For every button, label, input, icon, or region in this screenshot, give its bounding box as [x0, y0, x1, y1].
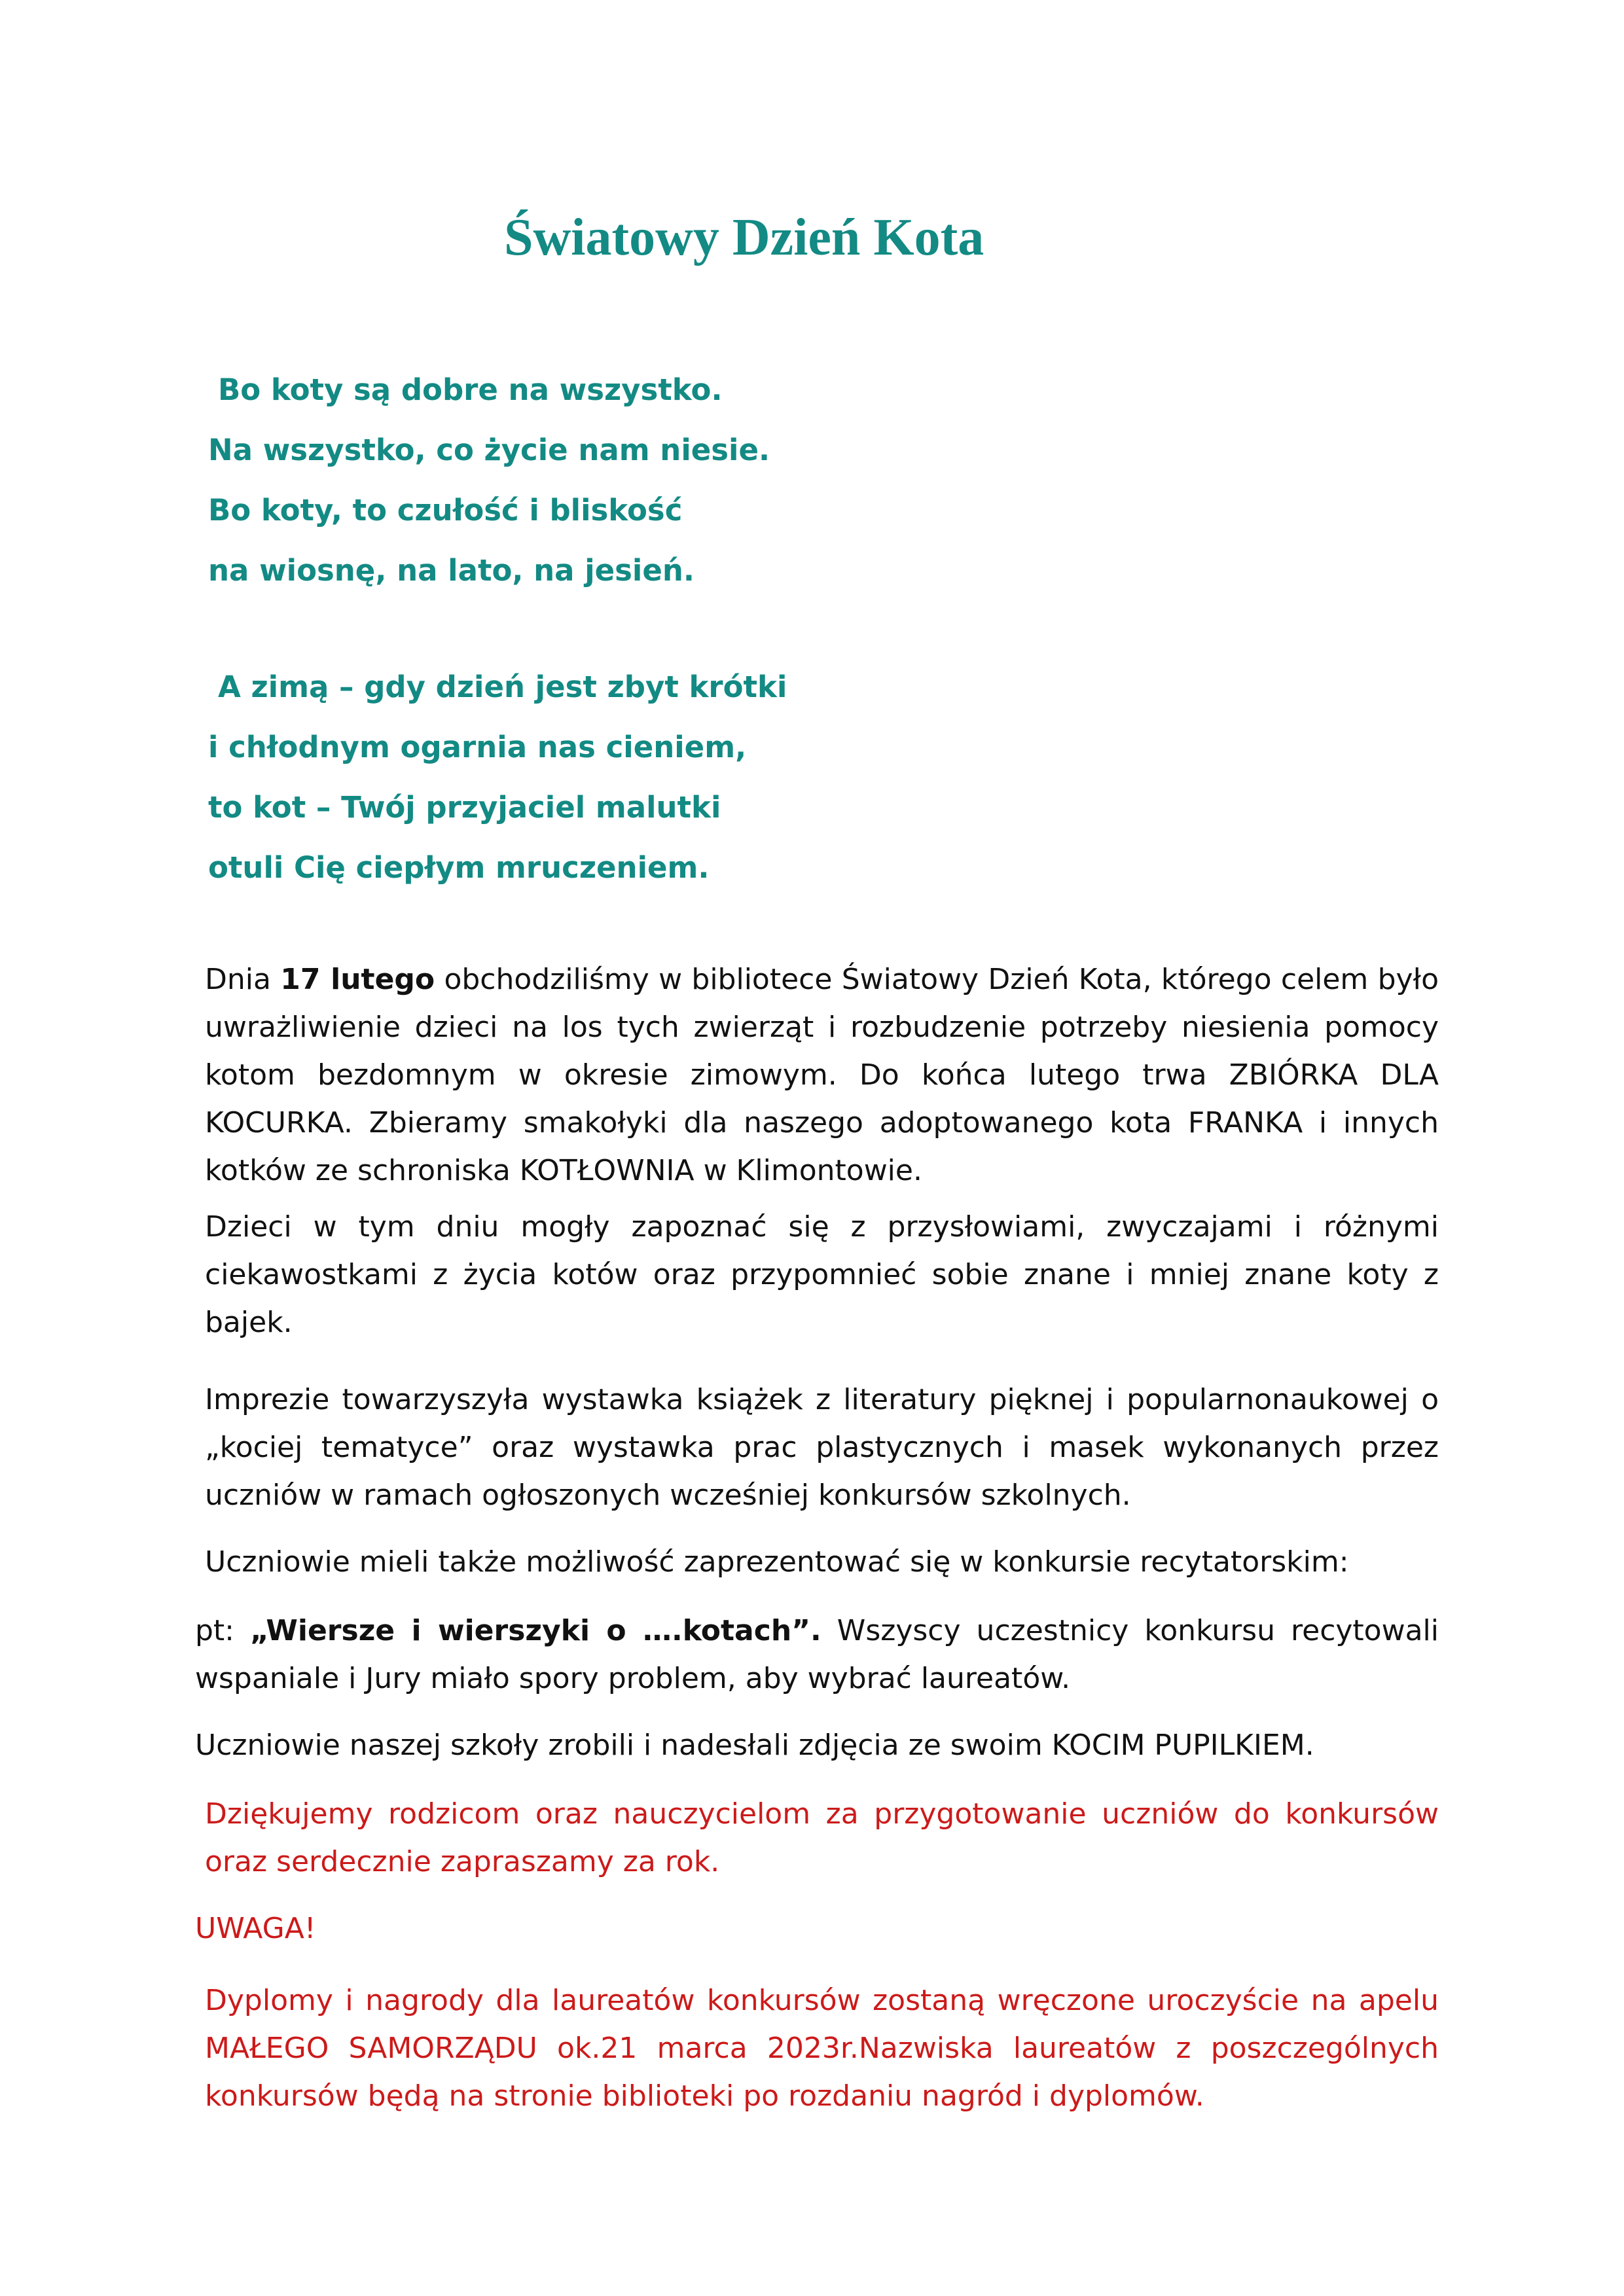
paragraph-text: pt: [195, 1614, 251, 1647]
poem-line: i chłodnym ogarnia nas cieniem, [208, 730, 747, 764]
paragraph-activities [195, 1203, 1439, 1346]
paragraph-thanks [195, 1790, 1439, 1886]
poem-line: Bo koty, to czułość i bliskość [208, 493, 683, 528]
poem-stanza-2 [208, 657, 1190, 898]
poem-line: to kot – Twój przyjaciel malutki [208, 790, 721, 825]
paragraph-text: Dzieci w tym dniu mogły zapoznać się z przysłowiami, zwyczajami i różnymi ciekawostkami z życia kotów oraz przypomnieć sobie znane i mniej znane koty z bajek. [205, 1210, 1439, 1339]
paragraph-contest [195, 1607, 1439, 1702]
paragraph-text: obchodziliśmy w bibliotece Światowy Dzień Kota, którego celem było uwrażliwienie dzieci na los tych zwierząt i rozbudzenie potrzeby niesienia pomocy kotom bezdomnym w okresie zimowym. Do końca lutego trwa ZBIÓRKA DLA KOCURKA. Zbieramy smakołyki dla naszego adoptowanego kota FRANKA i innych kotków ze schroniska KOTŁOWNIA w Klimontowie. [205, 963, 1439, 1187]
notice-label [195, 1905, 1439, 1952]
poem-line: A zimą – gdy dzień jest zbyt krótki [218, 670, 787, 704]
poem-stanza-1 [208, 360, 1190, 601]
paragraph-recitation [195, 1538, 1439, 1586]
paragraph-text: Uczniowie mieli także możliwość zaprezentować się w konkursie recytatorskim: [205, 1545, 1349, 1579]
page-title: Światowy Dzień Kota [504, 209, 984, 266]
paragraph-event-intro [195, 956, 1439, 1194]
paragraph-text: Dnia [205, 963, 281, 996]
paragraph-photos [195, 1721, 1439, 1769]
poem-line: Bo koty są dobre na wszystko. [218, 372, 723, 407]
paragraph-exhibition [195, 1376, 1439, 1519]
poem-line: Na wszystko, co życie nam niesie. [208, 433, 770, 467]
poem-line: na wiosnę, na lato, na jesień. [208, 553, 695, 588]
paragraph-text: Imprezie towarzyszyła wystawka książek z literatury pięknej i popularnonaukowej o „kociej tematyce” oraz wystawka prac plastycznych i masek wykonanych przez uczniów w ramach ogłoszonych wcześniej konkursów szkolnych. [205, 1383, 1439, 1512]
paragraph-text: Wszyscy uczestnicy konkursu recytowali wspaniale i Jury miało spory problem, aby wybrać laureatów. [195, 1614, 1439, 1695]
poem-line: otuli Cię ciepłym mruczeniem. [208, 850, 710, 885]
contest-title: „Wiersze i wierszyki o ….kotach”. [250, 1614, 821, 1647]
paragraph-text: Uczniowie naszej szkoły zrobili i nadesłali zdjęcia ze swoim KOCIM PUPILKIEM. [195, 1729, 1314, 1762]
notice-heading: UWAGA! [195, 1912, 316, 1945]
paragraph-text: Dziękujemy rodzicom oraz nauczycielom za przygotowanie uczniów do konkursów oraz serdecznie zapraszamy za rok. [205, 1797, 1439, 1878]
paragraph-notice [195, 1977, 1439, 2120]
paragraph-text: Dyplomy i nagrody dla laureatów konkursów zostaną wręczone uroczyście na apelu MAŁEGO SAMORZĄDU ok.21 marca 2023r.Nazwiska laureatów z poszczególnych konkursów będą na stronie biblioteki po rozdaniu nagród i dyplomów. [205, 1984, 1439, 2113]
event-date: 17 lutego [280, 963, 435, 996]
